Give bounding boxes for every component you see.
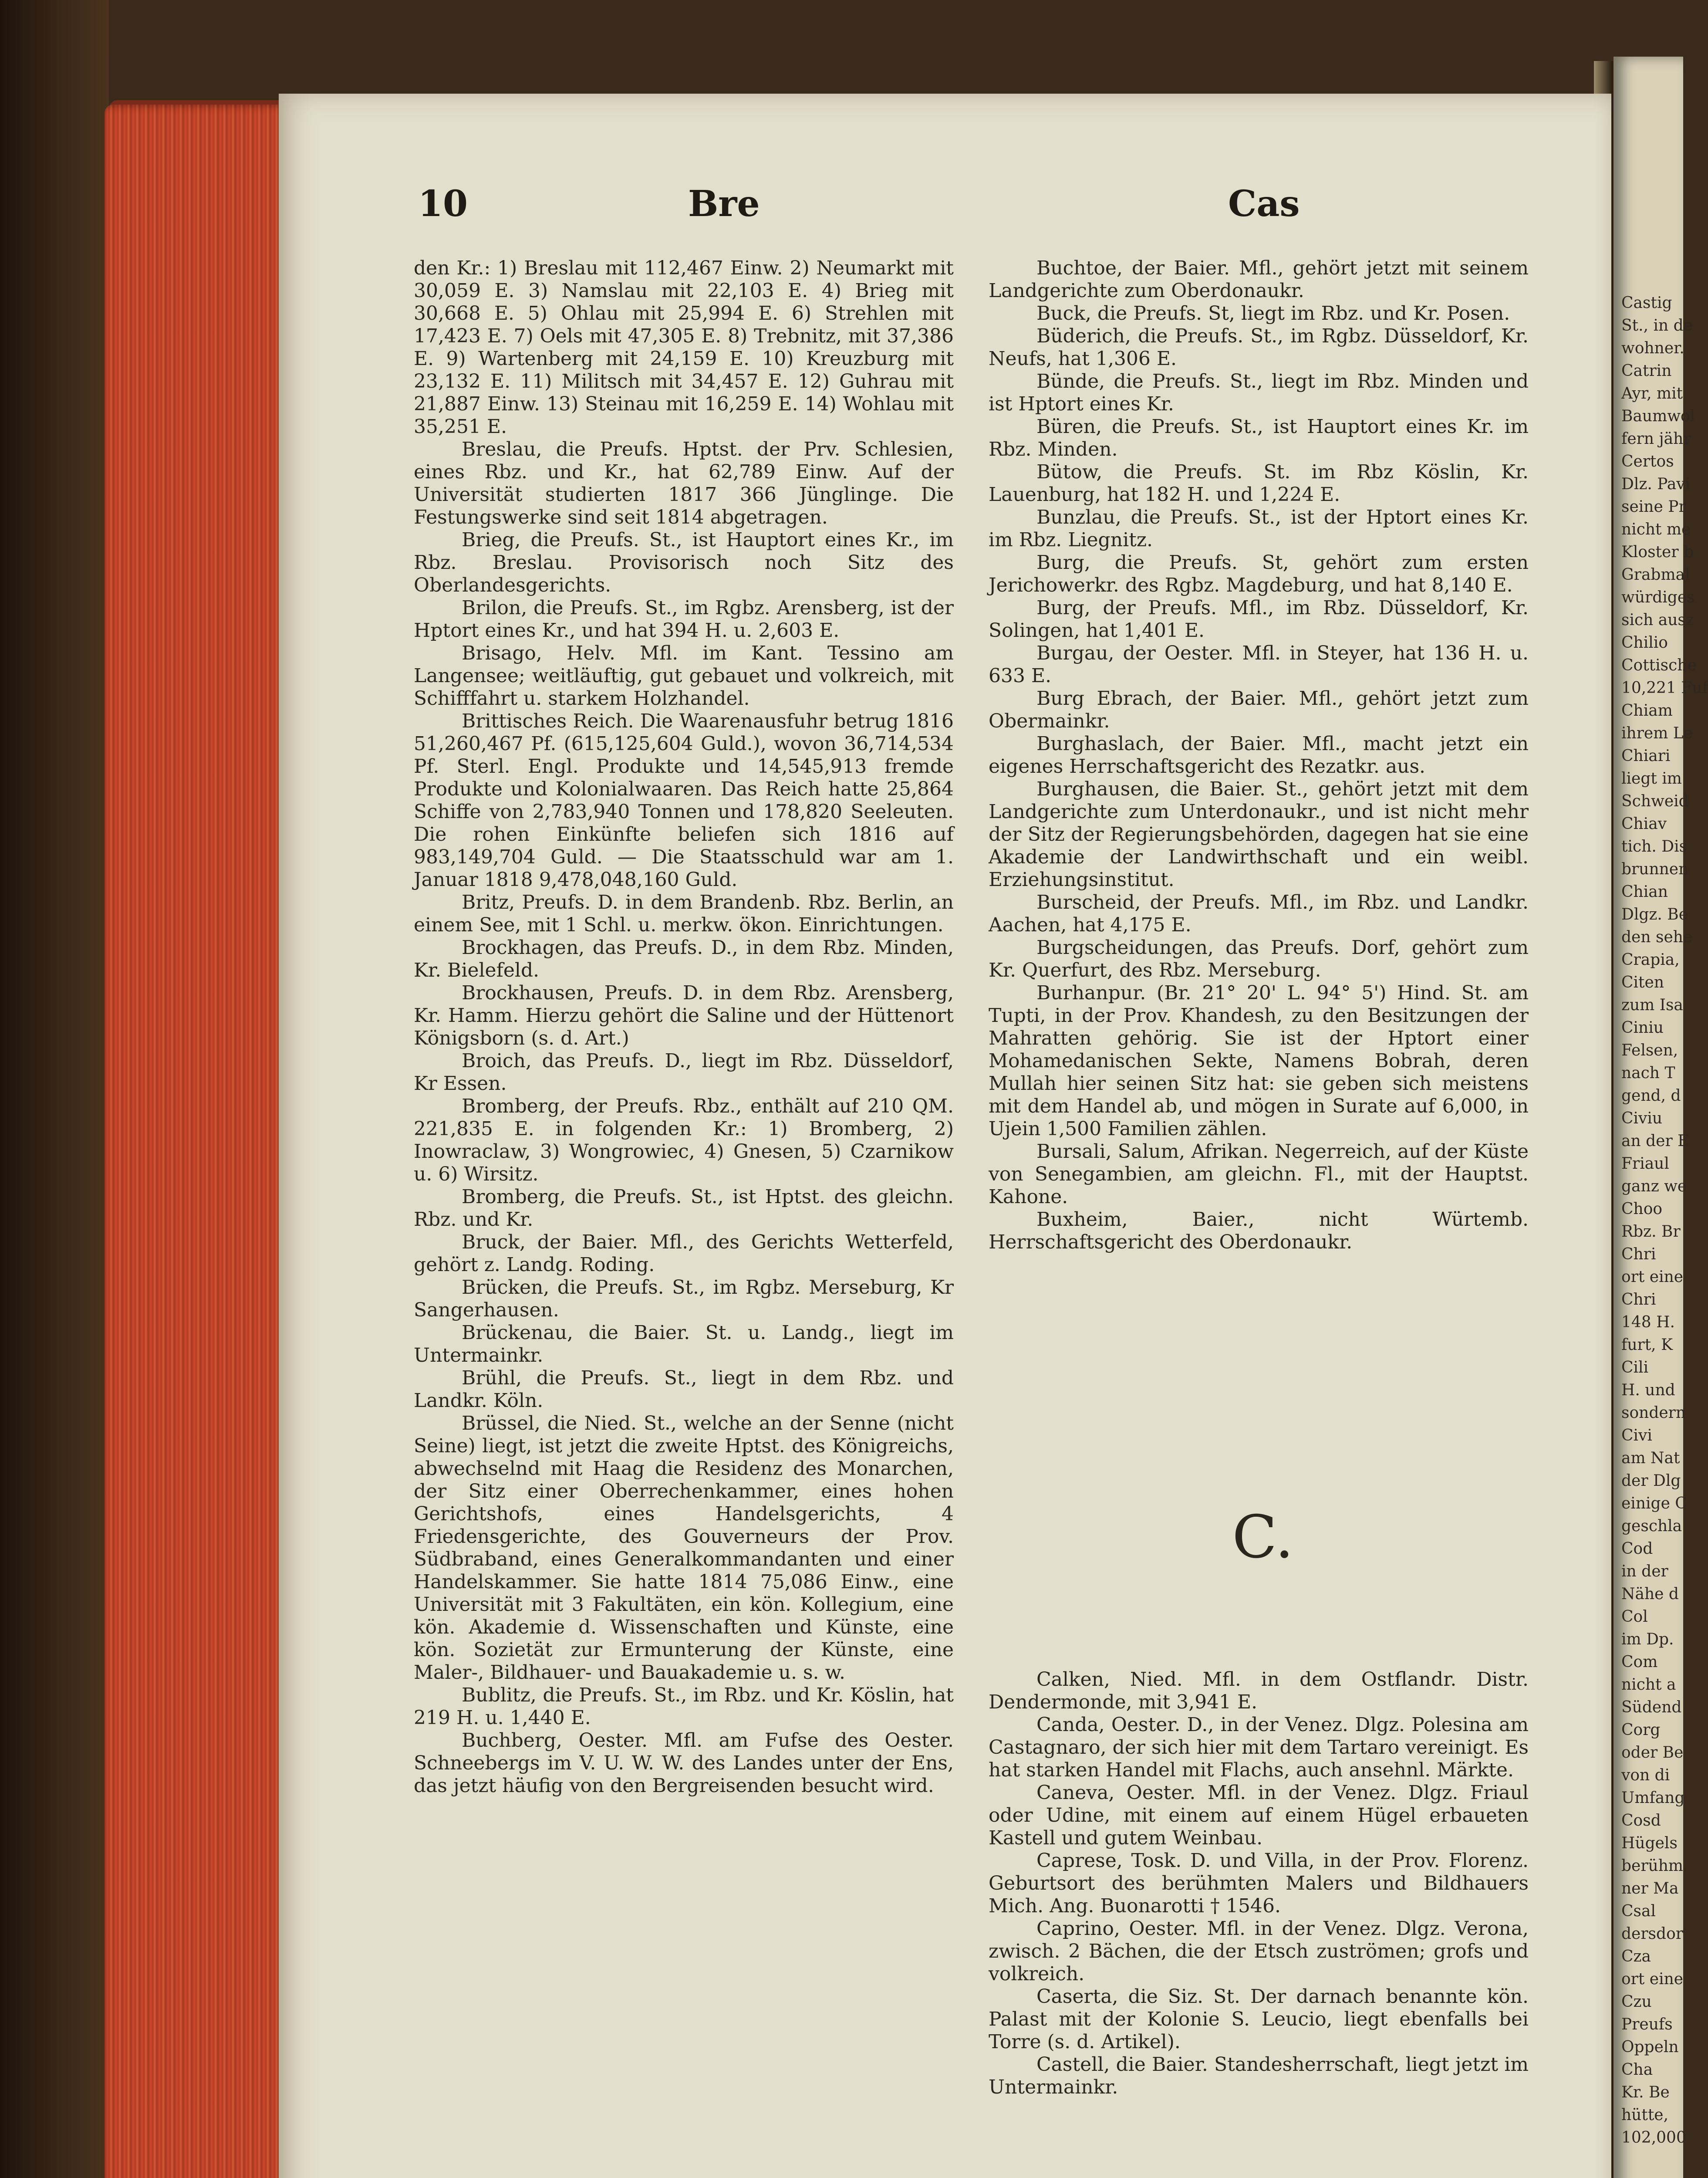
dictionary-entry: Brühl, die Preufs. St., liegt in dem Rbz. und Landkr. Köln. bbox=[414, 1367, 954, 1412]
next-page-fragment: nicht me bbox=[1621, 521, 1691, 538]
dictionary-entry: Britz, Preufs. D. in dem Brandenb. Rbz. Berlin, an einem See, mit 1 Schl. u. merkw. ökon. Einrichtungen. bbox=[414, 891, 954, 936]
next-page-fragment: Com bbox=[1621, 1653, 1658, 1671]
next-page-fragment: Nähe d bbox=[1621, 1585, 1679, 1603]
next-page-fragment: Kloster b bbox=[1621, 543, 1694, 561]
next-page-fragment: Kr. Be bbox=[1621, 2083, 1670, 2101]
next-page-fragment: Cottische bbox=[1621, 656, 1697, 674]
dictionary-entry: Buxheim, Baier., nicht Würtemb. Herrschaftsgericht des Oberdonaukr. bbox=[989, 1208, 1529, 1253]
dictionary-entry: Buck, die Preufs. St, liegt im Rbz. und Kr. Posen. bbox=[1036, 302, 1510, 325]
next-page-fragment: Hügels bbox=[1621, 1834, 1678, 1852]
dictionary-entry: Burghausen, die Baier. St., gehört jetzt mit dem Landgerichte zum Unterdonaukr., und ist nicht mehr der Sitz der Regierungsbehörden, dagegen hat sie eine Akademie der Landwirthschaft und ein weibl. Erziehungsinstitut. bbox=[989, 778, 1529, 891]
next-page-fragment: Cili bbox=[1621, 1359, 1649, 1376]
next-page-fragment: oder Be bbox=[1621, 1744, 1684, 1762]
next-page-fragment: gend, d bbox=[1621, 1087, 1681, 1105]
dictionary-entry: Burgau, der Oester. Mfl. in Steyer, hat 136 H. u. 633 E. bbox=[989, 642, 1529, 687]
next-page-fragment: wohner. bbox=[1621, 339, 1684, 357]
next-page-fragment: dersdor bbox=[1621, 1925, 1683, 1943]
dictionary-entry: Brisago, Helv. Mfl. im Kant. Tessino am Langensee; weitläuftig, gut gebauet und volkreich, mit Schifffahrt u. starkem Holzhandel. bbox=[414, 642, 954, 710]
next-page-fragment: berühm bbox=[1621, 1857, 1684, 1875]
dictionary-entry: Caprese, Tosk. D. und Villa, in der Prov. Florenz. Geburtsort des berühmten Malers und Bildhauers Mich. Ang. Buonarotti † 1546. bbox=[989, 1850, 1529, 1917]
dictionary-entry: Bütow, die Preufs. St. im Rbz Köslin, Kr. Lauenburg, hat 182 H. und 1,224 E. bbox=[989, 461, 1529, 506]
next-page-fragment: St., in de bbox=[1621, 317, 1693, 335]
next-page-fragment: Dlz. Pavi bbox=[1621, 475, 1691, 493]
next-page-fragment: Chian bbox=[1621, 883, 1668, 901]
next-page-fragment: ihrem Le bbox=[1621, 724, 1693, 742]
dictionary-entry: Bunzlau, die Preufs. St., ist der Hptort eines Kr. im Rbz. Liegnitz. bbox=[989, 506, 1529, 551]
next-page-fragment: im Dp. bbox=[1621, 1630, 1674, 1648]
next-page-fragment: Civi bbox=[1621, 1427, 1652, 1444]
next-page-fragment: Baumwol bbox=[1621, 407, 1695, 425]
dictionary-entry: Buchtoe, der Baier. Mfl., gehört jetzt mit seinem Landgerichte zum Oberdonaukr. bbox=[989, 257, 1529, 302]
next-page-fragment: geschla bbox=[1621, 1517, 1682, 1535]
next-page-fragment: Dlgz. Be bbox=[1621, 906, 1688, 923]
next-page-fragment: fern jähr bbox=[1621, 430, 1691, 448]
dictionary-entry: Burscheid, der Preufs. Mfl., im Rbz. und Landkr. Aachen, hat 4,175 E. bbox=[989, 891, 1529, 936]
dictionary-entry: Brockhausen, Preufs. D. in dem Rbz. Arensberg, Kr. Hamm. Hierzu gehört die Saline und der Hüttenort Königsborn (s. d. Art.) bbox=[414, 982, 954, 1049]
dictionary-entry: Calken, Nied. Mfl. in dem Ostflandr. Distr. Dendermonde, mit 3,941 E. bbox=[989, 1668, 1529, 1713]
next-page-fragment: Chri bbox=[1621, 1245, 1656, 1263]
next-page-fragment: ganz we bbox=[1621, 1177, 1687, 1195]
page-number: 10 bbox=[418, 183, 468, 225]
dictionary-entry: Breslau, die Preufs. Hptst. der Prv. Schlesien, eines Rbz. und Kr., hat 62,789 Einw. Auf der Universität studierten 1817 366 Jünglinge. Die Festungswerke sind seit 1814 abgetragen. bbox=[414, 438, 954, 528]
dictionary-entry: Brilon, die Preufs. St., im Rgbz. Arensberg, ist der Hptort eines Kr., und hat 394 H. u. 2,603 E. bbox=[414, 597, 954, 642]
next-page-fragment: H. und bbox=[1621, 1381, 1675, 1399]
dictionary-entry: Broich, das Preufs. D., liegt im Rbz. Düsseldorf, Kr Essen. bbox=[414, 1050, 954, 1095]
next-page-fragment: ort eine bbox=[1621, 1268, 1684, 1286]
next-page-fragment: tich. Dis bbox=[1621, 838, 1688, 856]
next-page-fragment: Chiari bbox=[1621, 747, 1671, 765]
next-page-fragment: Schweid bbox=[1621, 792, 1689, 810]
dictionary-entry: Brücken, die Preufs. St., im Rgbz. Merseburg, Kr Sangerhausen. bbox=[414, 1276, 954, 1321]
next-page-fragment: in der bbox=[1621, 1562, 1668, 1580]
next-page-fragment: Cosd bbox=[1621, 1812, 1661, 1830]
next-page-fragment: würdiges bbox=[1621, 588, 1695, 606]
next-page-fragment: Chilio bbox=[1621, 634, 1668, 652]
next-page-fragment: 148 H. bbox=[1621, 1313, 1675, 1331]
next-page-fragment: brunnen bbox=[1621, 860, 1689, 878]
next-page-fragment: Oppeln bbox=[1621, 2038, 1679, 2056]
next-page-fragment: seine Pr bbox=[1621, 498, 1686, 516]
dictionary-entry: Bruck, der Baier. Mfl., des Gerichts Wetterfeld, gehört z. Landg. Roding. bbox=[414, 1231, 954, 1276]
next-page-fragment: Corg bbox=[1621, 1721, 1661, 1739]
next-page-fragment: Czu bbox=[1621, 1993, 1652, 2011]
dictionary-entry: Bromberg, die Preufs. St., ist Hptst. des gleichn. Rbz. und Kr. bbox=[414, 1186, 954, 1231]
dictionary-entry: Castell, die Baier. Standesherrschaft, liegt jetzt im Untermainkr. bbox=[989, 2053, 1529, 2098]
next-page-fragment: Preufs bbox=[1621, 2016, 1673, 2033]
next-page-fragment: 10,221 Fuf bbox=[1621, 679, 1708, 697]
right-column-b-entries bbox=[989, 257, 1529, 1254]
dictionary-entry: Brüssel, die Nied. St., welche an der Senne (nicht Seine) liegt, ist jetzt die zweite Hptst. des Königreichs, abwechselnd mit Haag die Residenz des Monarchen, der Sitz einer Oberrechenkammer, eines hohen Gerichtshofs, eines Handelsgerichts, 4 Friedensgerichte, des Gouverneurs der Prov. Südbraband, eines Generalkommandanten und einer Handelskammer. Sie hatte 1814 75,086 Einw., eine Universität mit 3 Fakultäten, ein kön. Kollegium, eine kön. Akademie d. Wissenschaften und Künste, eine kön. Sozietät zur Ermunterung der Künste, eine Maler-, Bildhauer- und Bauakademie u. s. w. bbox=[414, 1412, 954, 1684]
next-page-fragment: Cod bbox=[1621, 1540, 1653, 1558]
next-page-edge bbox=[1613, 57, 1708, 2178]
next-page-fragment: ner Ma bbox=[1621, 1880, 1679, 1897]
next-page-fragment: Chiam bbox=[1621, 702, 1673, 720]
next-page-fragment: Citen bbox=[1621, 974, 1664, 991]
dictionary-entry: Bromberg, der Preufs. Rbz., enthält auf 210 QM. 221,835 E. in folgenden Kr.: 1) Bromberg, 2) Inowraclaw, 3) Wongrowiec, 4) Gnesen, 5) Czarnikow u. 6) Wirsitz. bbox=[414, 1095, 954, 1185]
next-page-fragment: der Dlg bbox=[1621, 1472, 1681, 1490]
next-page-fragment: Friaul bbox=[1621, 1155, 1669, 1173]
dictionary-entry: Burgscheidungen, das Preufs. Dorf, gehört zum Kr. Querfurt, des Rbz. Merseburg. bbox=[989, 937, 1529, 981]
next-page-fragment: Col bbox=[1621, 1608, 1648, 1626]
running-head-right: Cas bbox=[1228, 183, 1300, 225]
next-page-fragment: Cha bbox=[1621, 2061, 1653, 2079]
next-page-fragment: am Nat bbox=[1621, 1449, 1680, 1467]
dictionary-entry: Burg Ebrach, der Baier. Mfl., gehört jetzt zum Obermainkr. bbox=[989, 687, 1529, 732]
next-page-fragment: Crapia, bbox=[1621, 951, 1680, 969]
next-page-fragment: Grabmal bbox=[1621, 566, 1690, 584]
dictionary-entry: Brockhagen, das Preufs. D., in dem Rbz. Minden, Kr. Bielefeld. bbox=[414, 937, 954, 981]
right-column-c-entries bbox=[989, 1668, 1529, 2099]
dictionary-entry: Bublitz, die Preufs. St., im Rbz. und Kr. Köslin, hat 219 H. u. 1,440 E. bbox=[414, 1684, 954, 1729]
dictionary-entry: Bursali, Salum, Afrikan. Negerreich, auf der Küste von Senegambien, am gleichn. Fl., mit der Hauptst. Kahone. bbox=[989, 1140, 1529, 1208]
next-page-fragment: ort eine bbox=[1621, 1970, 1684, 1988]
dictionary-entry: Caneva, Oester. Mfl. in der Venez. Dlgz. Friaul oder Udine, mit einem auf einem Hügel erbaueten Kastell und gutem Weinbau. bbox=[989, 1782, 1529, 1849]
left-column bbox=[414, 257, 954, 1797]
dictionary-entry: Burg, die Preufs. St, gehört zum ersten Jerichowerkr. des Rgbz. Magdeburg, und hat 8,140 E. bbox=[989, 551, 1529, 596]
next-page-fragment: Chri bbox=[1621, 1291, 1656, 1309]
dictionary-entry: Burhanpur. (Br. 21° 20' L. 94° 5') Hind. St. am Tupti, in der Prov. Khandesh, zu den Besitzungen der Mahratten gehörig. Sie ist der Hptort einer Mohamedanischen Sekte, Namens Bobrah, deren Mullah hier seinen Sitz hat: sie geben sich meistens mit dem Handel ab, und mögen in Surate auf 6,000, in Ujein 1,500 Familien zählen. bbox=[989, 982, 1529, 1140]
dictionary-entry: Büren, die Preufs. St., ist Hauptort eines Kr. im Rbz. Minden. bbox=[989, 416, 1529, 460]
dictionary-entry: Bünde, die Preufs. St., liegt im Rbz. Minden und ist Hptort eines Kr. bbox=[989, 370, 1529, 415]
next-page-fragment: Felsen, bbox=[1621, 1042, 1678, 1059]
background-left bbox=[0, 0, 109, 2178]
next-page-fragment: hütte, bbox=[1621, 2106, 1669, 2124]
section-letter: C. bbox=[1232, 1503, 1294, 1571]
dictionary-entry: Buchberg, Oester. Mfl. am Fufse des Oester. Schneebergs im V. U. W. W. des Landes unter der Ens, das jetzt häufig von den Bergreisenden besucht wird. bbox=[414, 1729, 954, 1797]
next-page-text bbox=[1621, 292, 1708, 2149]
dictionary-entry: Canda, Oester. D., in der Venez. Dlgz. Polesina am Castagnaro, der sich hier mit dem Tartaro vereinigt. Es hat starken Handel mit Flachs, auch ansehnl. Märkte. bbox=[989, 1714, 1529, 1781]
next-page-fragment: Umfang bbox=[1621, 1789, 1685, 1807]
next-page-fragment: sondern bbox=[1621, 1404, 1686, 1422]
next-page-fragment: Csal bbox=[1621, 1902, 1656, 1920]
next-page-fragment: Choo bbox=[1621, 1200, 1663, 1218]
next-page-fragment: einige C bbox=[1621, 1495, 1687, 1512]
next-page-fragment: Castig bbox=[1621, 294, 1672, 312]
dictionary-entry: Caprino, Oester. Mfl. in der Venez. Dlgz. Verona, zwisch. 2 Bächen, die der Etsch zuströmen; grofs und volkreich. bbox=[989, 1918, 1529, 1985]
dictionary-entry: Burg, der Preufs. Mfl., im Rbz. Düsseldorf, Kr. Solingen, hat 1,401 E. bbox=[989, 597, 1529, 642]
page-edges bbox=[105, 105, 287, 2178]
next-page-fragment: sich ausz bbox=[1621, 611, 1694, 629]
next-page-fragment: von di bbox=[1621, 1766, 1670, 1784]
next-page-fragment: 102,000 bbox=[1621, 2129, 1686, 2147]
next-page-fragment: nicht a bbox=[1621, 1676, 1676, 1694]
next-page-fragment: Südend bbox=[1621, 1698, 1682, 1716]
next-page-fragment: Certos bbox=[1621, 453, 1674, 470]
next-page-fragment: Ciniu bbox=[1621, 1019, 1664, 1037]
dictionary-entry: Büderich, die Preufs. St., im Rgbz. Düsseldorf, Kr. Neufs, hat 1,306 E. bbox=[989, 325, 1529, 370]
running-head-left: Bre bbox=[688, 183, 760, 225]
next-page-fragment: an der E bbox=[1621, 1132, 1689, 1150]
dictionary-entry: Burghaslach, der Baier. Mfl., macht jetzt ein eigenes Herrschaftsgericht des Rezatkr. aus. bbox=[989, 733, 1529, 778]
next-page-fragment: Rbz. Br bbox=[1621, 1223, 1681, 1241]
dictionary-entry: Brieg, die Preufs. St., ist Hauptort eines Kr., im Rbz. Breslau. Provisorisch noch Sitz des Oberlandesgerichts. bbox=[414, 529, 954, 596]
next-page-fragment: furt, K bbox=[1621, 1336, 1673, 1354]
dictionary-entry: den Kr.: 1) Breslau mit 112,467 Einw. 2) Neumarkt mit 30,059 E. 3) Namslau mit 22,103 E. 4) Brieg mit 30,668 E. 5) Ohlau mit 25,994 E. 6) Strehlen mit 17,423 E. 7) Oels mit 47,305 E. 8) Trebnitz, mit 37,386 E. 9) Wartenberg mit 24,159 E. 10) Kreuzburg mit 23,132 E. 11) Militsch mit 34,457 E. 12) Guhrau mit 21,887 Einw. 13) Steinau mit 16,259 E. 14) Wohlau mit 35,251 E. bbox=[414, 257, 954, 438]
next-page-fragment: Cza bbox=[1621, 1948, 1651, 1965]
dictionary-entry: Caserta, die Siz. St. Der darnach benannte kön. Palast mit der Kolonie S. Leucio, liegt ebenfalls bei Torre (s. d. Artikel). bbox=[989, 1985, 1529, 2053]
next-page-fragment: Catrin bbox=[1621, 362, 1672, 380]
dictionary-entry: Brückenau, die Baier. St. u. Landg., liegt im Untermainkr. bbox=[414, 1322, 954, 1366]
next-page-fragment: Chiav bbox=[1621, 815, 1667, 833]
next-page-fragment: den sehe bbox=[1621, 928, 1693, 946]
next-page-fragment: nach T bbox=[1621, 1064, 1675, 1082]
dictionary-entry: Brittisches Reich. Die Waarenausfuhr betrug 1816 51,260,467 Pf. (615,125,604 Guld.), wovon 36,714,534 Pf. Sterl. Engl. Produkte und 14,545,913 fremde Produkte und Kolonialwaaren. Das Reich hatte 25,864 Schiffe von 2,783,940 Tonnen und 178,820 Seeleuten. Die rohen Einkünfte beliefen sich 1816 auf 983,149,704 Guld. — Die Staatsschuld war am 1. Januar 1818 9,478,048,160 Guld. bbox=[414, 710, 954, 891]
next-page-fragment: zum Isa bbox=[1621, 996, 1683, 1014]
next-page-fragment: Ayr, mit bbox=[1621, 385, 1683, 402]
next-page-fragment: Civiu bbox=[1621, 1109, 1663, 1127]
next-page-fragment: liegt im bbox=[1621, 770, 1682, 788]
